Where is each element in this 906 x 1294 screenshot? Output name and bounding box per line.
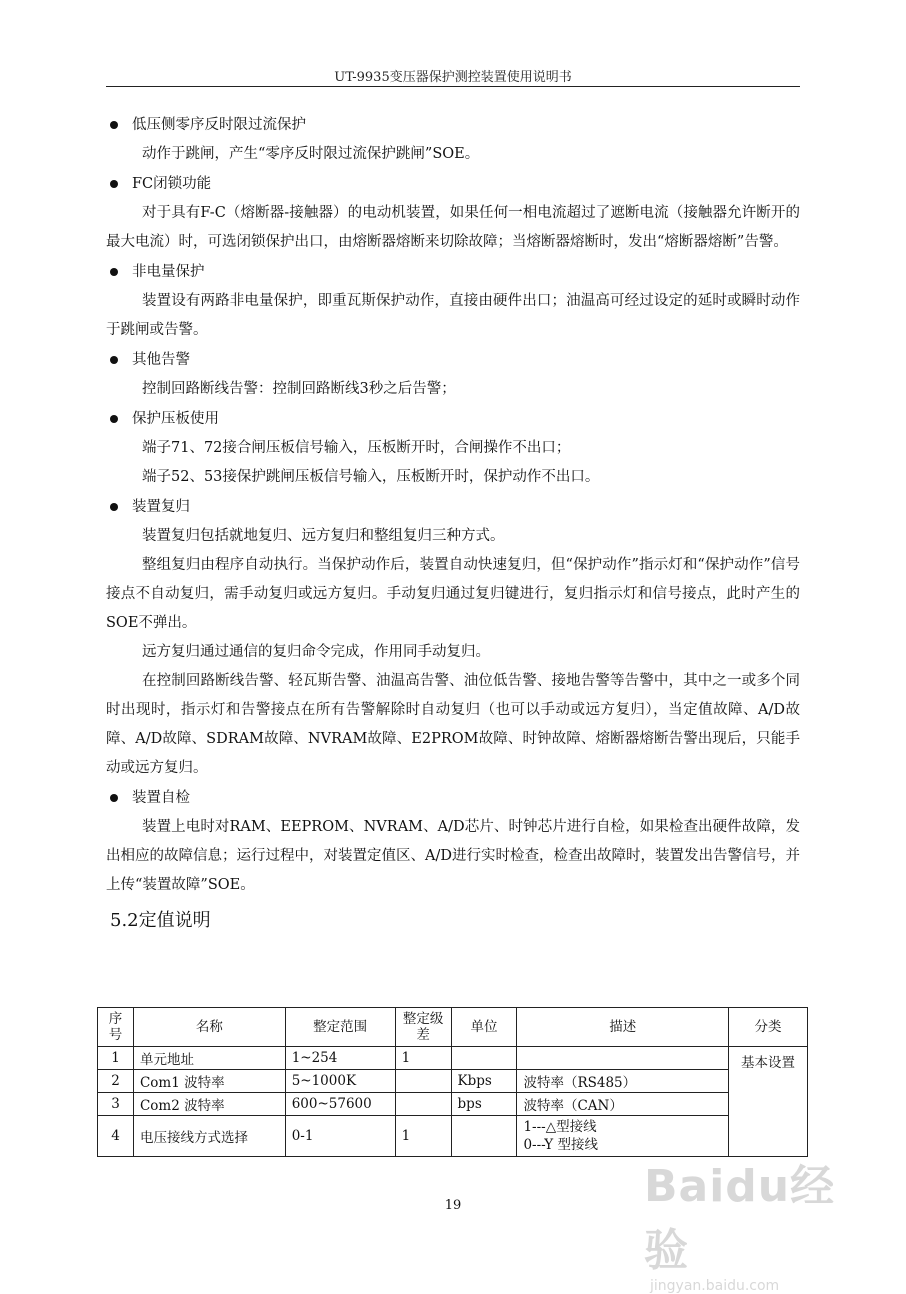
cell-step: 1 — [395, 1116, 451, 1157]
cell-seq: 2 — [98, 1070, 134, 1093]
cell-range: 5~1000K — [285, 1070, 395, 1093]
paragraph: 装置上电时对RAM、EEPROM、NVRAM、A/D芯片、时钟芯片进行自检，如果检查出硬件故障，发出相应的故障信息；运行过程中，对装置定值区、A/D进行实时检查，检查出故障时，装置发出告警信号，并上传“装置故障”SOE。 — [106, 819, 800, 893]
paragraph: 整组复归由程序自动执行。当保护动作后，装置自动快速复归，但“保护动作”指示灯和“保护动作”信号接点不自动复归，需手动复归或远方复归。手动复归通过复归键进行，复归指示灯和信号接点，此时产生的SOE不弹出。 — [106, 557, 800, 631]
paragraph: 端子52、53接保护跳闸压板信号输入，压板断开时，保护动作不出口。 — [142, 469, 600, 485]
document-body — [106, 110, 800, 938]
watermark — [644, 1150, 854, 1294]
cell-name: Com2 波特率 — [133, 1093, 285, 1116]
cell-unit — [451, 1116, 517, 1157]
cell-seq: 1 — [98, 1047, 134, 1070]
table-header-row — [98, 1008, 808, 1047]
cell-name: 单元地址 — [133, 1047, 285, 1070]
header-desc: 描述 — [517, 1008, 729, 1047]
desc-line: 1---△型接线 — [523, 1119, 597, 1135]
bullet-dot-icon — [110, 415, 118, 423]
cell-seq: 3 — [98, 1093, 134, 1116]
table-row — [98, 1047, 808, 1070]
header-step: 整定级差 — [395, 1008, 451, 1047]
table-row — [98, 1093, 808, 1116]
cell-desc: 波特率（CAN） — [517, 1093, 729, 1116]
cell-name: 电压接线方式选择 — [133, 1116, 285, 1157]
bullet-heading-text: FC闭锁功能 — [132, 176, 212, 192]
header-seq: 序号 — [98, 1008, 134, 1047]
cell-step: 1 — [395, 1047, 451, 1070]
header-name: 名称 — [133, 1008, 285, 1047]
bullet-heading — [106, 257, 800, 287]
table-row — [98, 1070, 808, 1093]
bullet-heading-text: 装置自检 — [132, 790, 190, 806]
cell-range: 1~254 — [285, 1047, 395, 1070]
bullet-heading — [106, 404, 800, 434]
bullet-dot-icon — [110, 121, 118, 129]
cell-unit: bps — [451, 1093, 517, 1116]
bullet-heading — [106, 169, 800, 199]
page-number: 19 — [444, 1198, 462, 1213]
cell-unit — [451, 1047, 517, 1070]
bullet-dot-icon — [110, 268, 118, 276]
cell-step — [395, 1070, 451, 1093]
paragraph: 动作于跳闸，产生“零序反时限过流保护跳闸”SOE。 — [142, 146, 480, 162]
cell-desc — [517, 1047, 729, 1070]
bullet-dot-icon — [110, 503, 118, 511]
paragraph: 装置复归包括就地复归、远方复归和整组复归三种方式。 — [142, 528, 505, 544]
cell-step — [395, 1093, 451, 1116]
bullet-heading — [106, 783, 800, 813]
bullet-dot-icon — [110, 794, 118, 802]
desc-line: 0---Y 型接线 — [523, 1137, 598, 1153]
paragraph: 对于具有F-C（熔断器-接触器）的电动机装置，如果任何一相电流超过了遮断电流（接触器允许断开的最大电流）时，可选闭锁保护出口，由熔断器熔断来切除故障；当熔断器熔断时，发出“熔断器熔断”告警。 — [106, 205, 800, 250]
bullet-dot-icon — [110, 356, 118, 364]
cell-unit: Kbps — [451, 1070, 517, 1093]
bullet-heading-text: 保护压板使用 — [132, 411, 219, 427]
bullet-heading — [106, 492, 800, 522]
cell-seq: 4 — [98, 1116, 134, 1157]
bullet-heading-text: 其他告警 — [132, 352, 190, 368]
paragraph: 端子71、72接合闸压板信号输入，压板断开时，合闸操作不出口； — [142, 440, 571, 456]
paragraph: 在控制回路断线告警、轻瓦斯告警、油温高告警、油位低告警、接地告警等告警中，其中之一或多个同时出现时，指示灯和告警接点在所有告警解除时自动复归（也可以手动或远方复归），当定值故障、A/D故障、A/D故障、SDRAM故障、NVRAM故障、E2PROM故障、时钟故障、熔断器熔断告警出现后，只能手动或远方复归。 — [106, 673, 800, 776]
cell-range: 0-1 — [285, 1116, 395, 1157]
cell-name: Com1 波特率 — [133, 1070, 285, 1093]
bullet-heading-text: 非电量保护 — [132, 264, 205, 280]
paragraph: 远方复归通过通信的复归命令完成，作用同手动复归。 — [142, 644, 490, 660]
header-category: 分类 — [729, 1008, 808, 1047]
section-title: 5.2定值说明 — [110, 910, 211, 931]
cell-category: 基本设置 — [729, 1047, 808, 1157]
bullet-heading — [106, 345, 800, 375]
header-unit: 单位 — [451, 1008, 517, 1047]
header-range: 整定范围 — [285, 1008, 395, 1047]
settings-table — [97, 1007, 808, 1157]
paragraph: 装置设有两路非电量保护，即重瓦斯保护动作，直接由硬件出口；油温高可经过设定的延时或瞬时动作于跳闸或告警。 — [106, 293, 800, 338]
bullet-heading — [106, 110, 800, 140]
cell-desc: 波特率（RS485） — [517, 1070, 729, 1093]
watermark-logo: Baidu经验 — [644, 1161, 836, 1276]
page-header: UT-9935变压器保护测控装置使用说明书 — [334, 70, 572, 85]
header-rule — [106, 86, 800, 87]
bullet-heading-text: 低压侧零序反时限过流保护 — [132, 117, 306, 133]
paragraph: 控制回路断线告警：控制回路断线3秒之后告警； — [142, 381, 456, 397]
watermark-url: jingyan.baidu.com — [650, 1278, 780, 1294]
bullet-dot-icon — [110, 180, 118, 188]
cell-range: 600~57600 — [285, 1093, 395, 1116]
bullet-heading-text: 装置复归 — [132, 499, 190, 515]
